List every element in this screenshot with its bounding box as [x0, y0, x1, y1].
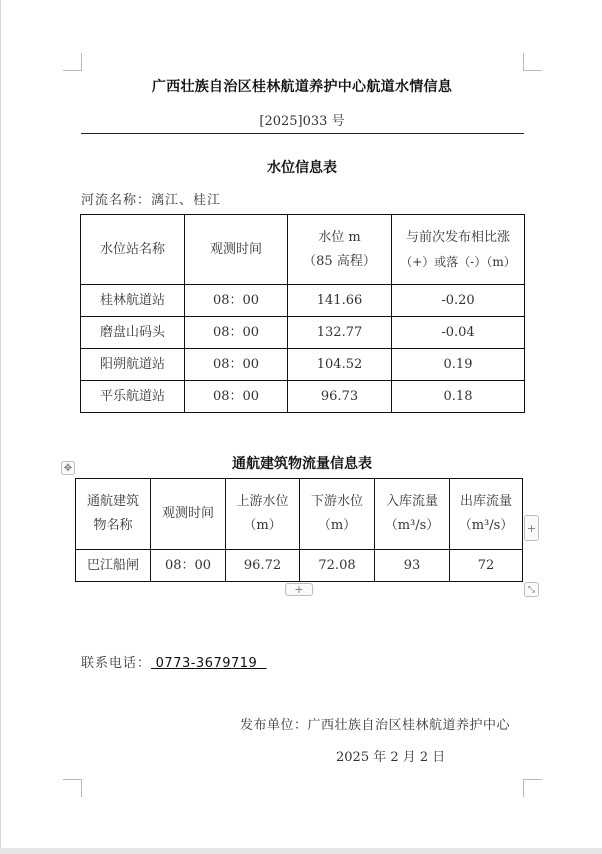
header-cell[interactable]: 观测时间	[151, 479, 226, 550]
contact-label: 联系电话：	[81, 656, 152, 671]
inflow-cell[interactable]: 93	[375, 550, 450, 582]
level-cell[interactable]: 141.66	[288, 285, 392, 317]
margin-corner-bottom-left	[63, 779, 82, 797]
header-cell[interactable]: 水位站名称	[81, 215, 185, 285]
table-move-icon[interactable]: ✥	[61, 461, 75, 475]
add-column-button[interactable]: +	[524, 515, 539, 541]
table-row	[81, 349, 525, 381]
flow-table	[75, 478, 523, 582]
change-cell[interactable]: 0.18	[392, 381, 525, 413]
water-level-table	[80, 214, 525, 413]
title-divider	[81, 133, 524, 134]
table-row	[81, 285, 525, 317]
change-cell[interactable]: -0.04	[392, 317, 525, 349]
publisher: 发布单位：广西壮族自治区桂林航道养护中心	[240, 718, 511, 733]
time-cell[interactable]: 08：00	[185, 285, 288, 317]
margin-corner-bottom-right	[523, 779, 542, 797]
header-cell[interactable]: 与前次发布相比涨 （+）或落（-）（m）	[392, 215, 525, 285]
river-name: 河流名称：漓江、桂江	[81, 193, 222, 208]
change-cell[interactable]: -0.20	[392, 285, 525, 317]
document-number: [2025]033 号	[259, 114, 345, 129]
name-cell[interactable]: 巴江船闸	[76, 550, 151, 582]
time-cell[interactable]: 08：00	[185, 317, 288, 349]
table-header-row	[81, 215, 525, 285]
document-title: 广西壮族自治区桂林航道养护中心航道水情信息	[151, 79, 453, 95]
time-cell[interactable]: 08：00	[185, 349, 288, 381]
table-row	[76, 550, 523, 582]
table-row	[81, 381, 525, 413]
contact-line	[81, 652, 267, 671]
outflow-cell[interactable]: 72	[450, 550, 523, 582]
time-cell[interactable]: 08：00	[185, 381, 288, 413]
level-cell[interactable]: 104.52	[288, 349, 392, 381]
downstream-cell[interactable]: 72.08	[300, 550, 375, 582]
time-cell[interactable]: 08：00	[151, 550, 226, 582]
flow-table-title: 通航建筑物流量信息表	[232, 456, 372, 472]
water-level-table-title: 水位信息表	[267, 160, 337, 176]
margin-corner-top-right	[523, 53, 542, 71]
header-cell[interactable]: 下游水位 （m）	[300, 479, 375, 550]
change-cell[interactable]: 0.19	[392, 349, 525, 381]
header-cell[interactable]: 入库流量 （m³/s）	[375, 479, 450, 550]
page-edge	[0, 0, 1, 854]
station-cell[interactable]: 桂林航道站	[81, 285, 185, 317]
upstream-cell[interactable]: 96.72	[226, 550, 300, 582]
table-row	[81, 317, 525, 349]
header-cell[interactable]: 通航建筑 物名称	[76, 479, 151, 550]
page-bottom-gap	[0, 848, 602, 854]
header-cell[interactable]: 水位 m （85 高程）	[288, 215, 392, 285]
header-cell[interactable]: 观测时间	[185, 215, 288, 285]
level-cell[interactable]: 96.73	[288, 381, 392, 413]
add-row-button[interactable]: +	[285, 583, 313, 596]
header-cell[interactable]: 上游水位 （m）	[226, 479, 300, 550]
table-header-row	[76, 479, 523, 550]
station-cell[interactable]: 平乐航道站	[81, 381, 185, 413]
margin-corner-top-left	[63, 53, 82, 71]
station-cell[interactable]: 阳朔航道站	[81, 349, 185, 381]
resize-table-icon[interactable]: ⤡	[524, 582, 539, 597]
publish-date: 2025 年 2 月 2 日	[336, 750, 446, 765]
contact-phone: 0773-3679719	[151, 656, 267, 671]
header-cell[interactable]: 出库流量 （m³/s）	[450, 479, 523, 550]
level-cell[interactable]: 132.77	[288, 317, 392, 349]
station-cell[interactable]: 磨盘山码头	[81, 317, 185, 349]
